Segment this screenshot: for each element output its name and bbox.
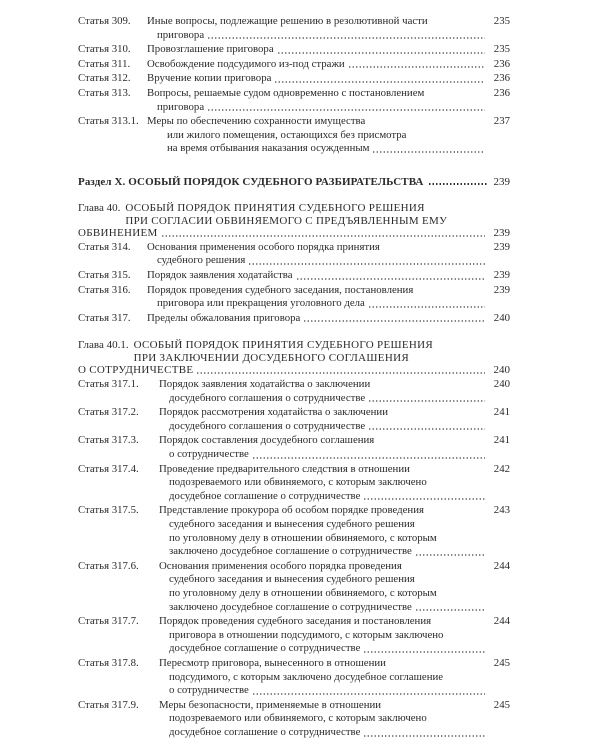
article-title-line: подозреваемого или обвиняемого, с которым заключено (169, 476, 427, 489)
toc-entry[interactable] (78, 378, 510, 405)
dot-leader (428, 183, 488, 185)
dot-leader (207, 37, 485, 39)
article-list (78, 15, 510, 156)
dot-leader (274, 81, 485, 83)
dot-leader (196, 372, 485, 374)
chapter-title-line: ПРИ СОГЛАСИИ ОБВИНЯЕМОГО С ПРЕДЪЯВЛЕННЫМ ЕМУ (125, 214, 448, 227)
section-title: Раздел X. ОСОБЫЙ ПОРЯДОК СУДЕБНОГО РАЗБИРАТЕЛЬСТВА (78, 175, 424, 188)
toc-entry[interactable] (78, 43, 510, 57)
chapter-40-entry[interactable] (78, 202, 510, 240)
chapter-40-1-entry[interactable] (78, 339, 510, 377)
toc-entry[interactable] (78, 87, 510, 114)
toc-entry[interactable] (78, 15, 510, 42)
page-number: 243 (493, 504, 510, 517)
page-number: 240 (493, 378, 510, 391)
page-number: 239 (493, 240, 510, 253)
article-title-line: досудебное соглашение о сотрудничестве (169, 725, 361, 738)
page-number: 244 (493, 559, 510, 572)
dot-leader (415, 609, 485, 611)
toc-entry[interactable] (78, 269, 510, 283)
page-number: 241 (493, 406, 510, 419)
article-title-line: Проведение предварительного следствия в отношении (159, 462, 410, 475)
article-title-line: Основания применения особого порядка принятия (147, 240, 380, 253)
dot-leader (368, 428, 485, 430)
article-title-line: Иные вопросы, подлежащие решению в резолютивной части (147, 15, 428, 27)
toc-entry[interactable] (78, 284, 510, 311)
chapter-title-line: ОБВИНЕНИЕМ (78, 227, 158, 240)
article-title-line: Пересмотр приговора, вынесенного в отношении (159, 656, 386, 669)
article-label: Статья 317.3. (78, 434, 139, 447)
article-title-line: Освобождение подсудимого из-под стражи (147, 57, 345, 70)
table-of-contents (78, 14, 510, 740)
article-label: Статья 311. (78, 57, 131, 70)
dot-leader (252, 693, 485, 695)
dot-leader (248, 263, 485, 265)
article-title-line: Меры по обеспечению сохранности имущества (147, 115, 366, 128)
toc-entry[interactable] (78, 312, 510, 326)
article-label: Статья 309. (78, 15, 131, 27)
article-title-line: о сотрудничестве (169, 448, 249, 461)
toc-entry[interactable] (78, 72, 510, 86)
article-label: Статья 315. (78, 268, 131, 281)
article-label: Статья 313.1. (78, 115, 139, 128)
article-title-line: Вручение копии приговора (147, 72, 272, 85)
page-number: 245 (493, 656, 510, 669)
chapter-title-line: ОСОБЫЙ ПОРЯДОК ПРИНЯТИЯ СУДЕБНОГО РЕШЕНИЯ (125, 201, 425, 214)
page-number: 237 (493, 115, 510, 128)
toc-entry[interactable] (78, 657, 510, 698)
article-title-line: Вопросы, решаемые судом одновременно с постановлением (147, 86, 425, 99)
article-title-line: заключено досудебное соглашение о сотрудничестве (169, 545, 412, 558)
article-label: Статья 313. (78, 86, 131, 99)
dot-leader (372, 151, 485, 153)
page-number: 239 (493, 227, 510, 240)
article-label: Статья 317.5. (78, 504, 139, 517)
toc-entry[interactable] (78, 463, 510, 504)
article-title-line: Порядок рассмотрения ходатайства о заключении (159, 406, 388, 419)
toc-entry[interactable] (78, 58, 510, 72)
toc-entry[interactable] (78, 560, 510, 614)
page-number: 244 (493, 615, 510, 628)
article-title-line: приговора или прекращения уголовного дела (157, 297, 365, 310)
page-number: 241 (493, 434, 510, 447)
dot-leader (368, 400, 485, 402)
article-title-line: досудебного соглашения о сотрудничестве (169, 419, 366, 432)
dot-leader (415, 554, 485, 556)
toc-entry[interactable] (78, 241, 510, 268)
toc-entry[interactable] (78, 615, 510, 656)
article-label: Статья 317. (78, 311, 131, 324)
dot-leader (363, 735, 485, 737)
dot-leader (277, 52, 485, 54)
page-number: 239 (493, 268, 510, 281)
article-title-line: Пределы обжалования приговора (147, 311, 301, 324)
page-number: 242 (493, 462, 510, 475)
article-title-line: Провозглашение приговора (147, 43, 274, 56)
dot-leader (296, 278, 485, 280)
page-number: 245 (493, 698, 510, 711)
article-label: Статья 312. (78, 72, 131, 85)
dot-leader (363, 498, 485, 500)
article-label: Статья 317.9. (78, 698, 139, 711)
article-title-line: Порядок заявления ходатайства (147, 268, 293, 281)
dot-leader (348, 66, 485, 68)
article-title-line: Порядок заявления ходатайства о заключении (159, 378, 371, 391)
article-title-line: досудебного соглашения о сотрудничестве (169, 391, 366, 404)
toc-entry[interactable] (78, 504, 510, 558)
article-label: Статья 317.8. (78, 656, 139, 669)
article-list (78, 378, 510, 739)
article-label: Статья 317.7. (78, 615, 139, 628)
article-title-line: Меры безопасности, применяемые в отношении (159, 698, 382, 711)
chapter-title-line: ОСОБЫЙ ПОРЯДОК ПРИНЯТИЯ СУДЕБНОГО РЕШЕНИЯ (133, 339, 434, 352)
article-label: Статья 317.4. (78, 462, 139, 475)
toc-entry[interactable] (78, 699, 510, 740)
page-number: 235 (493, 43, 510, 56)
page-number: 240 (493, 364, 510, 377)
article-label: Статья 317.1. (78, 378, 139, 391)
chapter-label: Глава 40.1. (78, 339, 129, 352)
section-entry[interactable] (78, 176, 510, 188)
dot-leader (161, 235, 485, 237)
article-title-line: подозреваемого или обвиняемого, с которым заключено (169, 712, 427, 725)
article-title-line: Порядок составления досудебного соглашения (159, 434, 375, 447)
article-list (78, 241, 510, 326)
article-title-line: приговора (157, 100, 205, 113)
article-title-line: Порядок проведения судебного заседания, постановления (147, 283, 414, 296)
page-number: 240 (493, 311, 510, 324)
article-label: Статья 316. (78, 283, 131, 296)
dot-leader (363, 651, 485, 653)
article-title-line: или жилого помещения, остающихся без присмотра (167, 128, 407, 141)
article-title-line: Основания применения особого порядка проведения (159, 559, 402, 572)
article-title-line: досудебное соглашение о сотрудничестве (169, 489, 361, 502)
article-label: Статья 317.6. (78, 559, 139, 572)
page-number: 236 (493, 72, 510, 85)
toc-entry[interactable] (78, 115, 510, 156)
chapter-title-line: ПРИ ЗАКЛЮЧЕНИИ ДОСУДЕБНОГО СОГЛАШЕНИЯ (133, 351, 409, 364)
article-title-line: Представление прокурора об особом порядке проведения (159, 504, 424, 517)
article-title-line: о сотрудничестве (169, 684, 249, 697)
article-label: Статья 317.2. (78, 406, 139, 419)
dot-leader (207, 109, 485, 111)
page-number: 236 (493, 86, 510, 99)
article-title-line: на время отбывания наказания осужденным (167, 142, 370, 155)
article-title-line: судебного решения (157, 254, 246, 267)
article-title-line: заключено досудебное соглашение о сотрудничестве (169, 600, 412, 613)
chapter-title-line: О СОТРУДНИЧЕСТВЕ (78, 364, 194, 377)
article-title-line: по уголовному делу в отношении обвиняемого, с которым (169, 531, 437, 544)
page-number: 236 (493, 57, 510, 70)
chapter-label: Глава 40. (78, 201, 121, 214)
dot-leader (303, 320, 485, 322)
dot-leader (368, 306, 485, 308)
page-number: 239 (493, 175, 510, 188)
article-title-line: Порядок проведения судебного заседания и постановления (159, 615, 432, 628)
toc-entry[interactable] (78, 434, 510, 461)
page-number: 235 (493, 15, 510, 27)
article-label: Статья 310. (78, 43, 131, 56)
dot-leader (252, 457, 485, 459)
article-title-line: судебного заседания и вынесения судебного решения (169, 573, 415, 586)
article-title-line: досудебное соглашение о сотрудничестве (169, 642, 361, 655)
article-title-line: по уголовному делу в отношении обвиняемого, с которым (169, 586, 437, 599)
article-title-line: приговора в отношении подсудимого, с которым заключено (169, 628, 444, 641)
article-title-line: судебного заседания и вынесения судебного решения (169, 518, 415, 530)
page-number: 239 (493, 283, 510, 296)
article-title-line: приговора (157, 28, 205, 41)
article-title-line: подсудимого, с которым заключено досудебное соглашение (169, 670, 444, 683)
article-label: Статья 314. (78, 240, 131, 253)
toc-entry[interactable] (78, 406, 510, 433)
